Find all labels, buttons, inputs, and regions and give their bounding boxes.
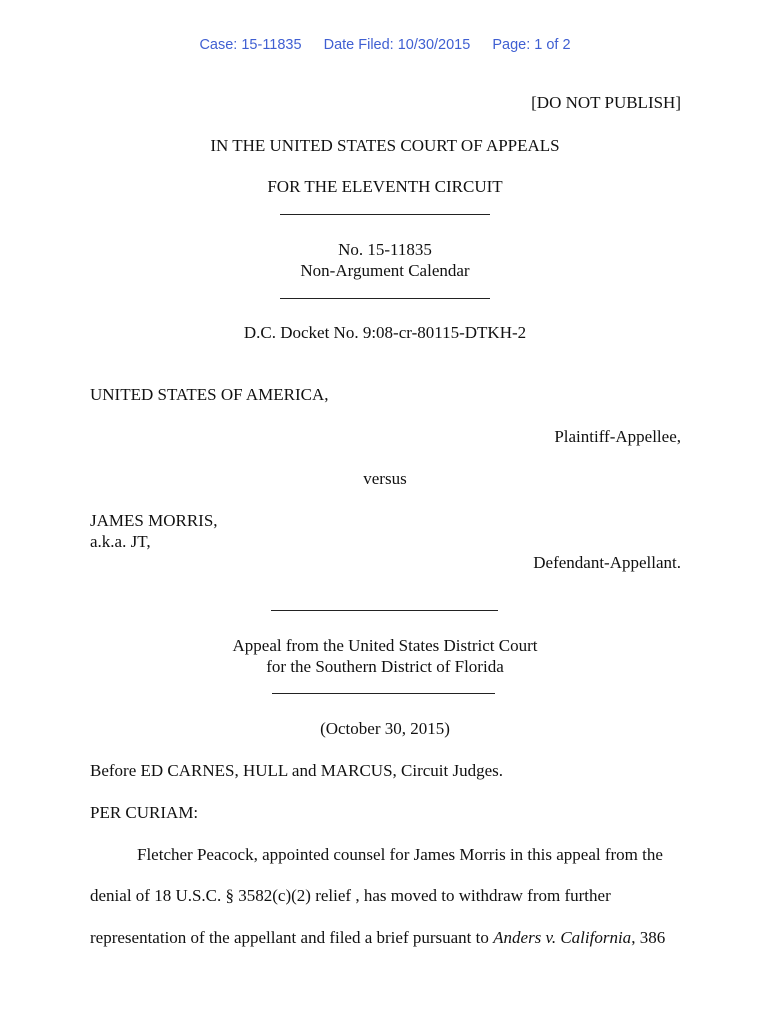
court-name-line2: FOR THE ELEVENTH CIRCUIT: [267, 177, 503, 196]
defendant-role: Defendant-Appellant.: [533, 553, 681, 572]
versus-label: versus: [363, 469, 407, 488]
case-number-stamp: Case: 15-11835: [199, 37, 302, 53]
docket-number: D.C. Docket No. 9:08-cr-80115-DTKH-2: [243, 323, 527, 342]
publish-flag: [DO NOT PUBLISH]: [531, 93, 681, 112]
body-paragraph-line: [90, 928, 665, 948]
defendant-alias: a.k.a. JT,: [90, 532, 151, 551]
case-citation: Anders v. California: [493, 928, 632, 947]
body-paragraph-line: denial of 18 U.S.C. § 3582(c)(2) relief , has moved to withdraw from further: [90, 886, 611, 905]
calendar-type: Non-Argument Calendar: [300, 261, 470, 280]
body-paragraph-line: Fletcher Peacock, appointed counsel for James Morris in this appeal from the: [137, 845, 663, 864]
appeal-from-line1: Appeal from the United States District Court: [232, 636, 538, 655]
filing-header: [0, 37, 770, 53]
divider-rule: [280, 298, 490, 299]
defendant-name: JAMES MORRIS,: [90, 511, 218, 530]
court-name-line1: IN THE UNITED STATES COURT OF APPEALS: [210, 136, 560, 155]
page-number-stamp: Page: 1 of 2: [492, 37, 571, 53]
divider-rule: [271, 610, 498, 611]
decision-date: (October 30, 2015): [320, 719, 450, 738]
per-curiam-heading: PER CURIAM:: [90, 803, 199, 822]
divider-rule: [272, 693, 495, 694]
body-text: representation of the appellant and filed a brief pursuant to: [90, 928, 494, 947]
divider-rule: [280, 214, 490, 215]
case-number: No. 15-11835: [338, 240, 432, 259]
plaintiff-role: Plaintiff-Appellee,: [554, 427, 681, 446]
appeal-from-line2: for the Southern District of Florida: [266, 657, 504, 676]
body-text: , 386: [631, 928, 666, 947]
date-filed-stamp: Date Filed: 10/30/2015: [323, 37, 471, 53]
panel-judges: Before ED CARNES, HULL and MARCUS, Circuit Judges.: [90, 761, 504, 780]
plaintiff-name: UNITED STATES OF AMERICA,: [90, 385, 329, 404]
